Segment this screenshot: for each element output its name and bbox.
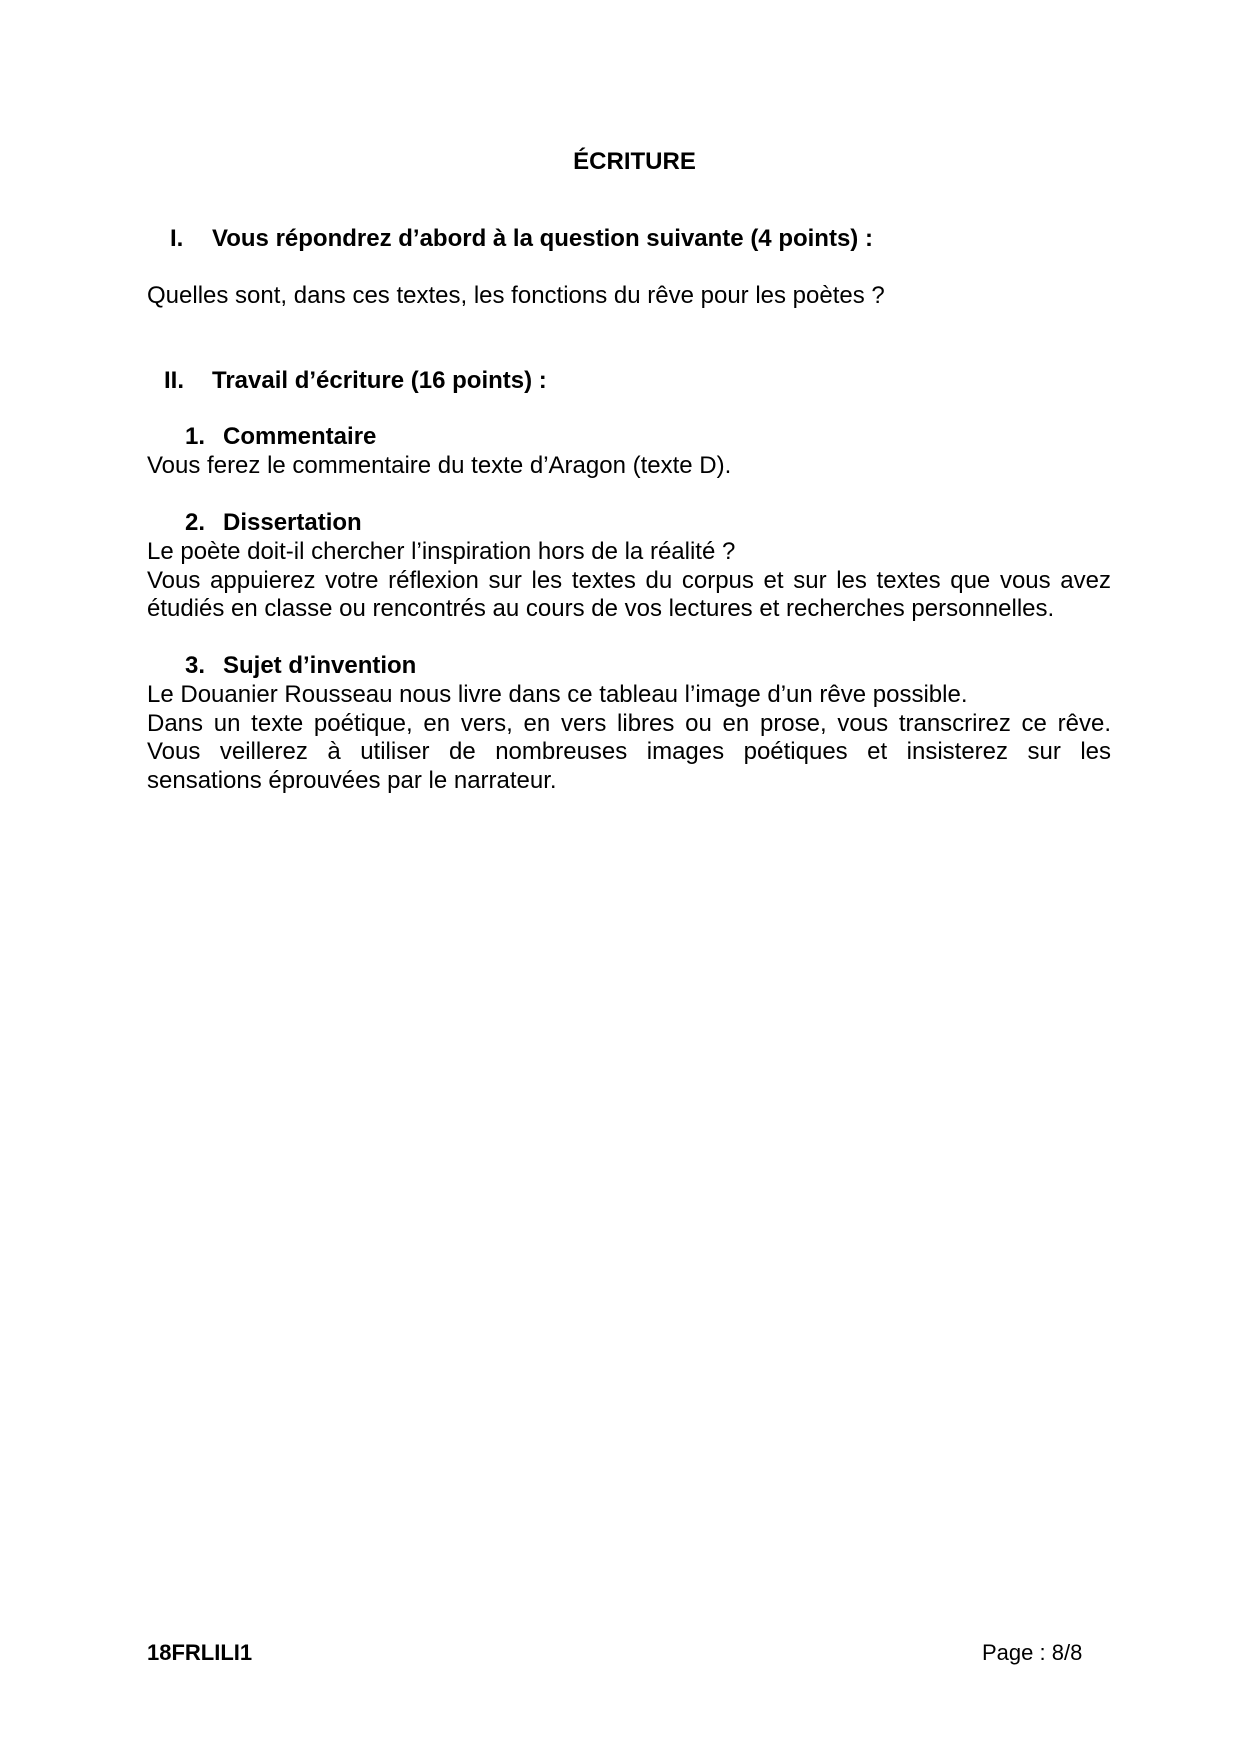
page-title: ÉCRITURE bbox=[573, 148, 696, 175]
page-number: Page : 8/8 bbox=[982, 1640, 1083, 1665]
subject-dissertation bbox=[147, 509, 1111, 624]
subject-3-line: sensations éprouvées par le narrateur. bbox=[147, 767, 557, 795]
subject-3-title: Sujet d’invention bbox=[223, 652, 417, 679]
subject-1-heading bbox=[147, 423, 1111, 452]
subject-1-line: Vous ferez le commentaire du texte d’Aragon (texte D). bbox=[147, 451, 732, 479]
subject-3-line: Vous veillerez à utiliser de nombreuses images poétiques et insisterez sur les bbox=[147, 738, 1111, 766]
section-1-title: Vous répondrez d’abord à la question suivante (4 points) : bbox=[212, 225, 873, 252]
subject-2-text bbox=[147, 538, 1111, 624]
exam-code: 18FRLILI1 bbox=[147, 1640, 253, 1665]
subject-invention bbox=[147, 652, 1111, 796]
subject-3-line: Dans un texte poétique, en vers, en vers libres ou en prose, vous transcrirez ce rêve. bbox=[147, 709, 1111, 737]
subject-1-number: 1. bbox=[185, 423, 206, 450]
subject-2-line: Vous appuierez votre réflexion sur les textes du corpus et sur les textes que vous avez bbox=[147, 566, 1111, 594]
subject-3-heading bbox=[147, 652, 1111, 681]
subject-3-line: Le Douanier Rousseau nous livre dans ce tableau l’image d’un rêve possible. bbox=[147, 680, 968, 708]
section-1-numeral: I. bbox=[170, 225, 184, 252]
subject-2-heading bbox=[147, 509, 1111, 538]
subject-2-title: Dissertation bbox=[223, 509, 362, 536]
subject-commentaire bbox=[147, 423, 1111, 481]
subject-2-line: Le poète doit-il chercher l’inspiration hors de la réalité ? bbox=[147, 537, 736, 565]
section-2-title: Travail d’écriture (16 points) : bbox=[212, 367, 547, 394]
subject-1-title: Commentaire bbox=[223, 423, 377, 450]
section-1-heading bbox=[148, 225, 873, 253]
section-1-question: Quelles sont, dans ces textes, les fonctions du rêve pour les poètes ? bbox=[147, 282, 885, 309]
subject-3-number: 3. bbox=[185, 652, 206, 679]
section-2-heading bbox=[148, 367, 547, 395]
section-2-numeral: II. bbox=[164, 367, 185, 394]
subject-2-line: étudiés en classe ou rencontrés au cours de vos lectures et recherches personnelles. bbox=[147, 595, 1055, 623]
subject-3-text bbox=[147, 681, 1111, 796]
subject-2-number: 2. bbox=[185, 509, 206, 536]
subject-1-text bbox=[147, 452, 1111, 481]
